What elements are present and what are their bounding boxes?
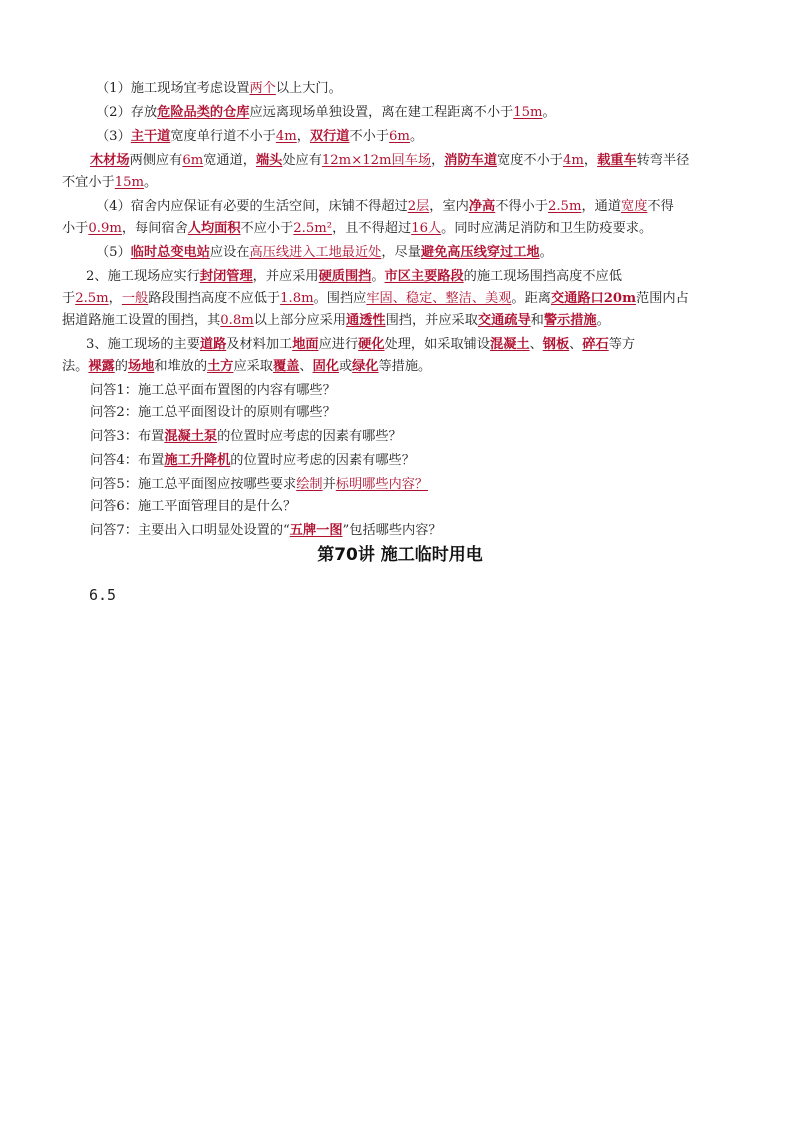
text-run: ，	[431, 153, 445, 168]
question-line	[62, 474, 752, 496]
text-run: 或	[338, 359, 353, 374]
text-run: 的	[114, 359, 128, 374]
text-run: 问答6：施工平面管理目的是什么？	[90, 499, 297, 514]
question-line	[62, 450, 752, 472]
text-run: 以上部分应采用	[253, 313, 347, 328]
question-line	[62, 520, 752, 542]
text-run: 处理，如采取铺设	[384, 337, 491, 352]
highlighted-term: 6m	[389, 129, 410, 144]
text-run: 应远离现场单独设置，离在建工程距离不小于	[249, 105, 514, 120]
body-line	[62, 78, 752, 100]
text-run: 围挡，并应采取	[385, 313, 478, 328]
highlighted-term: 6m	[182, 153, 204, 168]
highlighted-term: 2层	[407, 199, 430, 214]
text-run: 。围挡应	[313, 291, 367, 306]
text-run: 。	[542, 105, 556, 120]
highlighted-term: 一般	[121, 291, 149, 306]
text-run: （5）	[96, 245, 131, 260]
body-line	[62, 288, 752, 310]
text-run: 、	[529, 337, 543, 352]
key-term: 碎石	[582, 337, 609, 352]
highlighted-term: 4m	[275, 129, 297, 144]
text-run: 。	[596, 313, 610, 328]
text-run: 问答7：主要出入口明显处设置的“	[90, 523, 290, 538]
text-run: 的位置时应考虑的因素有哪些？	[217, 429, 402, 444]
question-line	[62, 380, 752, 402]
text-run: 应采取	[233, 359, 273, 374]
section-heading: 第70讲 施工临时用电	[317, 545, 483, 565]
body-line	[62, 150, 752, 172]
body-line	[62, 310, 752, 332]
text-run: 3、施工现场的主要	[86, 337, 200, 352]
key-term: 交通路口20m	[550, 291, 637, 306]
highlighted-term: 2.5m	[75, 291, 109, 306]
key-term: 固化	[312, 359, 339, 374]
text-run: 法。	[62, 359, 89, 374]
text-run: （1）施工现场宜考虑设置	[96, 81, 250, 96]
text-run: ，	[583, 153, 598, 168]
text-run: 。距离	[511, 291, 551, 306]
text-run: 据道路施工设置的围挡，其	[62, 313, 221, 328]
highlighted-term: 高压线进入工地最近处	[249, 245, 382, 260]
question-line	[62, 426, 752, 448]
text-run: 问答4：布置	[90, 453, 165, 468]
text-run: 。同时应满足消防和卫生防疫要求。	[441, 221, 653, 236]
key-term: 载重车	[597, 153, 637, 168]
highlighted-term: 4m	[562, 153, 584, 168]
highlighted-term: 2.5m²	[293, 221, 333, 236]
key-term: 危险品类的仓库	[157, 105, 250, 120]
key-term: 人均面积	[187, 221, 241, 236]
text-run: 不小于	[349, 129, 390, 144]
text-run: 路段围挡高度不应低于	[148, 291, 281, 306]
body-line	[62, 266, 752, 288]
highlighted-term: 牢固、稳定、整洁、美观	[366, 291, 512, 306]
text-run: 、	[569, 337, 583, 352]
text-run: （3）	[96, 129, 131, 144]
text-run: 应设在	[209, 245, 250, 260]
text-run: 问答1：施工总平面布置图的内容有哪些？	[90, 383, 336, 398]
key-term: 双行道	[309, 129, 350, 144]
text-run: 等措施。	[378, 359, 432, 374]
text-run: 宽通道，	[203, 153, 256, 168]
key-term: 钢板	[542, 337, 570, 352]
key-term: 裸露	[88, 359, 115, 374]
question-line	[62, 402, 752, 424]
question-line	[62, 496, 752, 518]
text-run: 不得	[647, 199, 674, 214]
key-term: 净高	[468, 199, 496, 214]
text-run: 2、施工现场应实行	[86, 269, 200, 284]
text-run: ”包括哪些内容？	[342, 523, 442, 538]
text-run: 的位置时应考虑的因素有哪些？	[230, 453, 415, 468]
text-run: ，	[108, 291, 122, 306]
key-term: 硬质围挡	[318, 269, 372, 284]
highlighted-term: 宽度	[621, 199, 648, 214]
highlighted-term: 0.9m	[88, 221, 122, 236]
key-term: 绿化	[352, 359, 379, 374]
text-run: （2）存放	[96, 105, 158, 120]
text-run: 转弯半径	[636, 153, 690, 168]
text-run: 小于	[62, 221, 89, 236]
key-term: 五牌一图	[289, 523, 343, 538]
text-run: 宽度不小于	[497, 153, 563, 168]
text-run: 。	[371, 269, 385, 284]
key-term: 地面	[292, 337, 319, 352]
text-run: 和堆放的	[154, 359, 208, 374]
highlighted-term: 标明哪些内容？	[335, 477, 429, 492]
highlighted-term: 0.8m	[220, 313, 254, 328]
key-term: 覆盖	[273, 359, 300, 374]
text-run: ，并应采用	[252, 269, 319, 284]
text-run: 和	[530, 313, 544, 328]
text-run: 并	[322, 477, 336, 492]
key-term: 警示措施	[543, 313, 597, 328]
text-run: 不应小于	[240, 221, 294, 236]
body-line	[62, 102, 752, 124]
text-run: 以上大门。	[275, 81, 342, 96]
key-term: 端头	[255, 153, 283, 168]
text-run: ，每间宿舍	[121, 221, 188, 236]
key-term: 交通疏导	[477, 313, 531, 328]
text-run: 问答3：布置	[90, 429, 165, 444]
text-run: ，	[296, 129, 310, 144]
text-run: （4）宿舍内应保证有必要的生活空间，床铺不得超过	[96, 199, 408, 214]
key-term: 避免高压线穿过工地	[420, 245, 540, 260]
key-term: 市区主要路段	[384, 269, 464, 284]
body-line	[62, 172, 752, 194]
body-line	[62, 242, 752, 264]
text-run: 范围内占	[636, 291, 689, 306]
text-run: 及材料加工	[226, 337, 293, 352]
text-run: 不得小于	[495, 199, 548, 214]
key-term: 硬化	[358, 337, 385, 352]
text-run: 问答2：施工总平面图设计的原则有哪些？	[90, 405, 336, 420]
text-run: 问答5：施工总平面图应按哪些要求	[90, 477, 297, 492]
key-term: 临时总变电站	[130, 245, 210, 260]
highlighted-term: 15m	[114, 175, 145, 190]
highlighted-term: 15m	[513, 105, 543, 120]
text-run: 。	[144, 175, 158, 190]
text-run: 的施工现场围挡高度不应低	[463, 269, 622, 284]
body-line	[62, 126, 752, 148]
highlighted-term: 12m×12m回车场	[321, 153, 432, 168]
key-term: 施工升降机	[164, 453, 231, 468]
text-run: 、	[299, 359, 313, 374]
body-line	[62, 334, 752, 356]
text-run: 应进行	[318, 337, 359, 352]
highlighted-term: 1.8m	[280, 291, 314, 306]
key-term: 木材场	[90, 153, 130, 168]
highlighted-term: 2.5m	[547, 199, 582, 214]
text-run: 等方	[608, 337, 636, 352]
body-line	[62, 196, 752, 218]
body-line	[62, 218, 752, 240]
key-term: 封闭管理	[199, 269, 253, 284]
key-term: 场地	[127, 359, 155, 374]
key-term: 消防车道	[444, 153, 498, 168]
highlighted-term: 16人	[411, 221, 442, 236]
text-run: 两侧应有	[129, 153, 183, 168]
key-term: 混凝土	[490, 337, 530, 352]
text-run: ，室内	[429, 199, 469, 214]
text-run: ，且不得超过	[332, 221, 412, 236]
key-term: 土方	[207, 359, 234, 374]
highlighted-term: 绘制	[296, 477, 323, 492]
highlighted-term: 两个	[249, 81, 276, 96]
text-run: 处应有	[282, 153, 322, 168]
text-run: 于	[62, 291, 76, 306]
key-term: 混凝土泵	[164, 429, 218, 444]
text-run: 宽度单行道不小于	[170, 129, 276, 144]
body-line	[62, 356, 752, 378]
key-term: 主干道	[130, 129, 171, 144]
section-number: 6.5	[89, 586, 117, 604]
text-run: ，通道	[581, 199, 622, 214]
key-term: 道路	[199, 337, 227, 352]
key-term: 通透性	[346, 313, 386, 328]
text-run: 。	[409, 129, 424, 144]
text-run: 不宜小于	[62, 175, 115, 190]
text-run: ，尽量	[381, 245, 421, 260]
text-run: 。	[539, 245, 553, 260]
